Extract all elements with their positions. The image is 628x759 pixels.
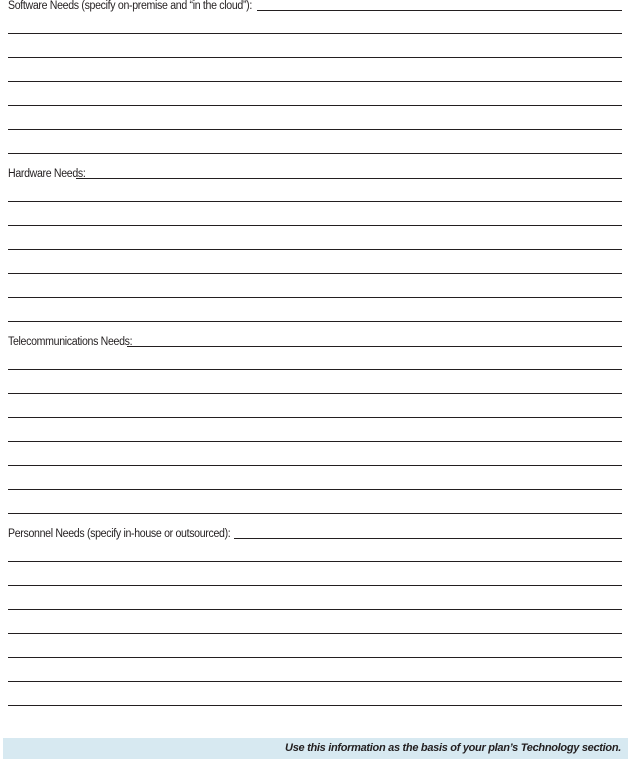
hardware-answer-line-3[interactable] xyxy=(8,249,622,250)
software-answer-line-2[interactable] xyxy=(8,57,622,58)
hardware-needs-label: Hardware Needs: xyxy=(8,168,86,180)
software-answer-line-3[interactable] xyxy=(8,81,622,82)
hardware-needs-field[interactable] xyxy=(8,166,622,180)
personnel-answer-line-6[interactable] xyxy=(8,681,622,682)
telecommunications-answer-line-2[interactable] xyxy=(8,393,622,394)
telecommunications-answer-line-5[interactable] xyxy=(8,465,622,466)
personnel-answer-line-1[interactable] xyxy=(8,561,622,562)
telecommunications-needs-line[interactable] xyxy=(127,346,622,347)
personnel-answer-line-5[interactable] xyxy=(8,657,622,658)
personnel-answer-line-2[interactable] xyxy=(8,585,622,586)
personnel-needs-label: Personnel Needs (specify in-house or outsourced): xyxy=(8,528,231,540)
personnel-answer-line-7[interactable] xyxy=(8,705,622,706)
software-answer-line-1[interactable] xyxy=(8,33,622,34)
hardware-answer-line-1[interactable] xyxy=(8,201,622,202)
telecommunications-needs-field[interactable] xyxy=(8,334,622,348)
software-answer-line-5[interactable] xyxy=(8,129,622,130)
software-answer-line-4[interactable] xyxy=(8,105,622,106)
hardware-answer-line-5[interactable] xyxy=(8,297,622,298)
personnel-needs-line[interactable] xyxy=(234,538,622,539)
telecommunications-needs-label: Telecommunications Needs: xyxy=(8,336,133,348)
telecommunications-answer-line-4[interactable] xyxy=(8,441,622,442)
hardware-answer-line-6[interactable] xyxy=(8,321,622,322)
telecommunications-answer-line-7[interactable] xyxy=(8,513,622,514)
personnel-needs-field[interactable] xyxy=(8,526,622,540)
software-needs-label: Software Needs (specify on-premise and “in the cloud”): xyxy=(8,0,252,12)
telecommunications-answer-line-1[interactable] xyxy=(8,369,622,370)
telecommunications-answer-line-3[interactable] xyxy=(8,417,622,418)
software-needs-field[interactable] xyxy=(8,0,622,12)
footer-note-bar xyxy=(3,738,628,759)
footer-note: Use this information as the basis of your plan’s Technology section. xyxy=(285,742,621,754)
personnel-answer-line-4[interactable] xyxy=(8,633,622,634)
hardware-answer-line-4[interactable] xyxy=(8,273,622,274)
telecommunications-answer-line-6[interactable] xyxy=(8,489,622,490)
software-needs-line[interactable] xyxy=(257,10,622,11)
personnel-answer-line-3[interactable] xyxy=(8,609,622,610)
software-answer-line-6[interactable] xyxy=(8,153,622,154)
hardware-answer-line-2[interactable] xyxy=(8,225,622,226)
hardware-needs-line[interactable] xyxy=(76,178,622,179)
